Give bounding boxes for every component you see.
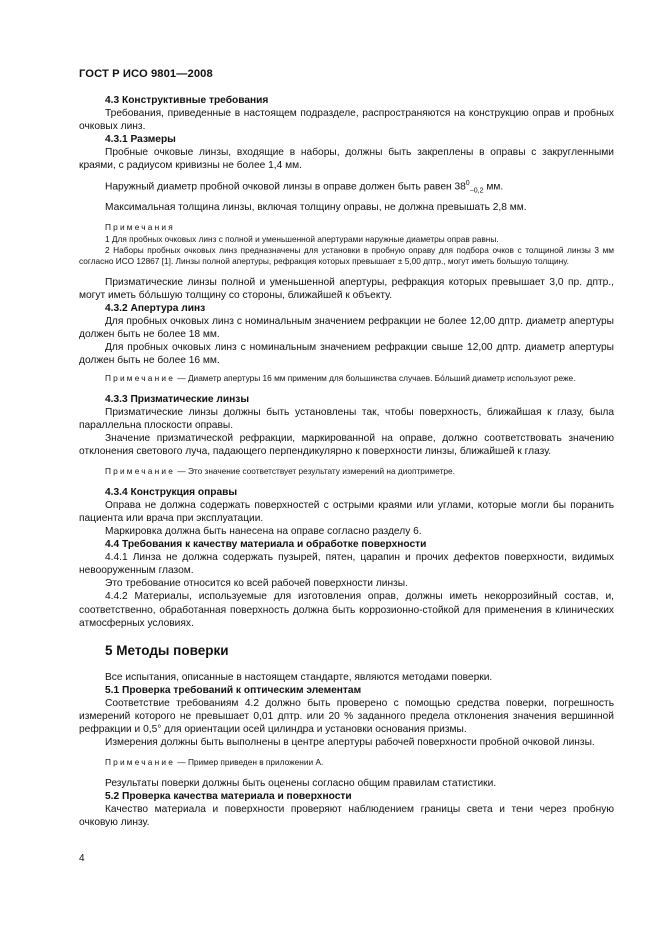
note-label: Примечание xyxy=(105,373,176,384)
section-4-3-heading: 4.3 Конструктивные требования xyxy=(105,95,269,106)
paragraph: Качество материала и поверхности проверяют наблюдением границы света и тени через пробную очковую линзу. xyxy=(79,804,614,829)
paragraph: Все испытания, описанные в настоящем стандарте, являются методами поверки. xyxy=(105,671,493,683)
paragraph: Измерения должны быть выполнены в центре апертуры рабочей поверхности пробной очковой линзы. xyxy=(105,737,595,749)
paragraph: Соответствие требованиям 4.2 должно быть проверено с помощью средства поверки, погрешность измерений которого не превышает 0,01 дптр. или 20 % заданного предела отклонения значения вершинной рефракции и 0,5° для ориентации осей цилиндра и установки основания призмы. xyxy=(79,698,614,736)
tolerance-upper: 0 xyxy=(465,179,470,187)
section-4-4-heading: 4.4 Требования к качеству материала и обработке поверхности xyxy=(105,539,427,551)
note-text: — Это значение соответствует результату измерений на диоптриметре. xyxy=(175,466,455,477)
page-number: 4 xyxy=(79,853,85,864)
paragraph: Призматические линзы должны быть установлены так, чтобы поверхность, ближайшая к глазу, была параллельна плоскости оправы. xyxy=(79,406,614,432)
paragraph: Пробные очковые линзы, входящие в наборы, должны быть закреплены в оправы с закругленными краями, с радиусом кривизны не более 1,4 мм. xyxy=(79,147,614,172)
page-content xyxy=(79,94,614,829)
note xyxy=(79,373,614,384)
note-2: 2 Наборы пробных очковых линз предназначены для установки в пробную оправу для подбора очков с толщиной линзы 3 мм согласно ИСО 12867 [1]. Линзы полной апертуры, рефракция которых превышает ± 5,00 дптр., могут иметь большую толщину. xyxy=(79,244,614,267)
paragraph: Для пробных очковых линз с номинальным значением рефракции свыше 12,00 дптр. диаметр апертуры должен быть не более 16 мм. xyxy=(79,342,614,367)
section-4-3-3-heading: 4.3.3 Призматические линзы xyxy=(105,393,250,405)
document-header: ГОСТ Р ИСО 9801—2008 xyxy=(79,68,213,80)
paragraph: Требования, приведенные в настоящем подразделе, распространяются на конструкцию оправ и пробных очковых линз. xyxy=(79,108,614,133)
diameter-text: Наружный диаметр пробной очковой линзы в оправе должен быть равен 38 xyxy=(105,180,466,192)
section-4-3-1-heading: 4.3.1 Размеры xyxy=(105,134,176,146)
diameter-unit: мм. xyxy=(483,180,504,192)
section-5-2-heading: 5.2 Проверка качества материала и поверхности xyxy=(105,790,352,802)
paragraph: Максимальная толщина линзы, включая толщину оправы, не должна превышать 2,8 мм. xyxy=(105,202,527,214)
paragraph: Для пробных очковых линз с номинальным значением рефракции не более 12,00 дптр. диаметр апертуры должен быть не более 18 мм. xyxy=(79,316,614,341)
note-label: Примечание xyxy=(105,466,176,477)
paragraph: 4.4.2 Материалы, используемые для изготовления оправ, должны иметь некоррозийный состав, и, соответственно, обработанная поверхность должна быть коррозионно-стойкой для применения в клинических атмосферных условиях. xyxy=(79,591,614,629)
note-label: Примечание xyxy=(105,757,176,768)
tolerance-lower: −0,2 xyxy=(469,186,484,194)
section-4-3-2-heading: 4.3.2 Апертура линз xyxy=(105,302,206,314)
paragraph: 4.4.1 Линза не должна содержать пузырей, пятен, царапин и прочих дефектов поверхности, видимых невооруженным глазом. xyxy=(79,552,614,577)
note xyxy=(79,757,614,768)
paragraph: Результаты поверки должны быть оценены согласно общим правилам статистики. xyxy=(105,777,497,789)
note-text: — Пример приведен в приложении А. xyxy=(175,757,324,768)
section-5-1-heading: 5.1 Проверка требований к оптическим элементам xyxy=(105,684,362,696)
paragraph: Маркировка должна быть нанесена на оправе согласно разделу 6. xyxy=(105,526,422,538)
paragraph: Призматические линзы полной и уменьшенной апертуры, рефракция которых превышает 3,0 пр. дптр., могут иметь бо́льшую толщину со стороны, ближайшей к объекту. xyxy=(79,276,614,301)
note-text: — Диаметр апертуры 16 мм применим для большинства случаев. Бо́льший диаметр используют реже. xyxy=(175,373,576,384)
notes-title: Примечания xyxy=(105,222,175,233)
note xyxy=(79,466,614,477)
paragraph: Это требование относится ко всей рабочей поверхности линзы. xyxy=(105,578,408,590)
paragraph-diameter xyxy=(79,177,614,198)
section-4-3-4-heading: 4.3.4 Конструкция оправы xyxy=(105,486,238,498)
paragraph: Значение призматической рефракции, маркированной на оправе, должно соответствовать значению отклонения светового луча, падающего перпендикулярно к поверхности линзы, ближайшей к глазу. xyxy=(79,433,614,458)
section-5-heading: 5 Методы поверки xyxy=(105,642,229,658)
paragraph: Оправа не должна содержать поверхностей с острыми краями или углами, которые могли бы поранить пациента или врача при эксплуатации. xyxy=(79,499,614,524)
note-1: 1 Для пробных очковых линз с полной и уменьшенной апертурами наружные диаметры оправ равны. xyxy=(105,233,499,244)
